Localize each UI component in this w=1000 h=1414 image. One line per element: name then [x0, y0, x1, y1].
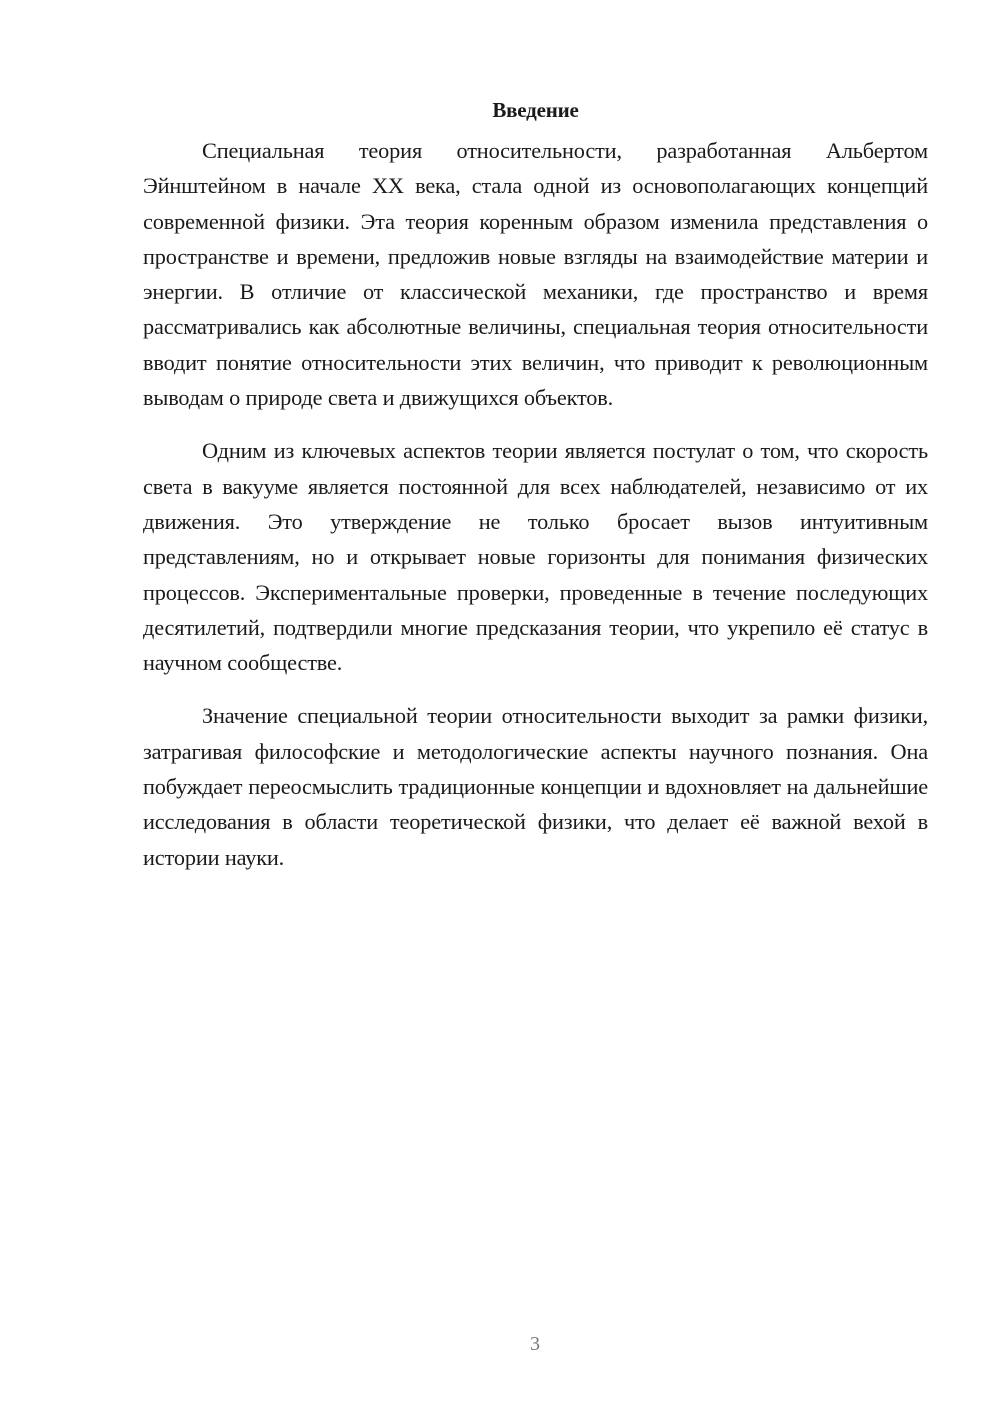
document-page: [143, 95, 928, 893]
section-title: Введение: [492, 98, 579, 122]
page-number: 3: [530, 1333, 540, 1355]
paragraph-1: Специальная теория относительности, разработанная Альбертом Эйнштейном в начале XX века, стала одной из основополагающих концепций современной физики. Эта теория коренным образом изменила представления о пространстве и времени, предложив новые взгляды на взаимодействие материи и энергии. В отличие от классической механики, где пространство и время рассматривались как абсолютные величины, специальная теория относительности вводит понятие относительности этих величин, что приводит к революционным выводам о природе света и движущихся объектов.: [143, 138, 928, 411]
paragraph-2: Одним из ключевых аспектов теории является постулат о том, что скорость света в вакууме является постоянной для всех наблюдателей, независимо от их движения. Это утверждение не только бросает вызов интуитивным представлениям, но и открывает новые горизонты для понимания физических процессов. Экспериментальные проверки, проведенные в течение последующих десятилетий, подтвердили многие предсказания теории, что укрепило её статус в научном сообществе.: [143, 438, 928, 676]
paragraph-3: Значение специальной теории относительности выходит за рамки физики, затрагивая философские и методологические аспекты научного познания. Она побуждает переосмыслить традиционные концепции и вдохновляет на дальнейшие исследования в области теоретической физики, что делает её важной вехой в истории науки.: [143, 703, 928, 870]
